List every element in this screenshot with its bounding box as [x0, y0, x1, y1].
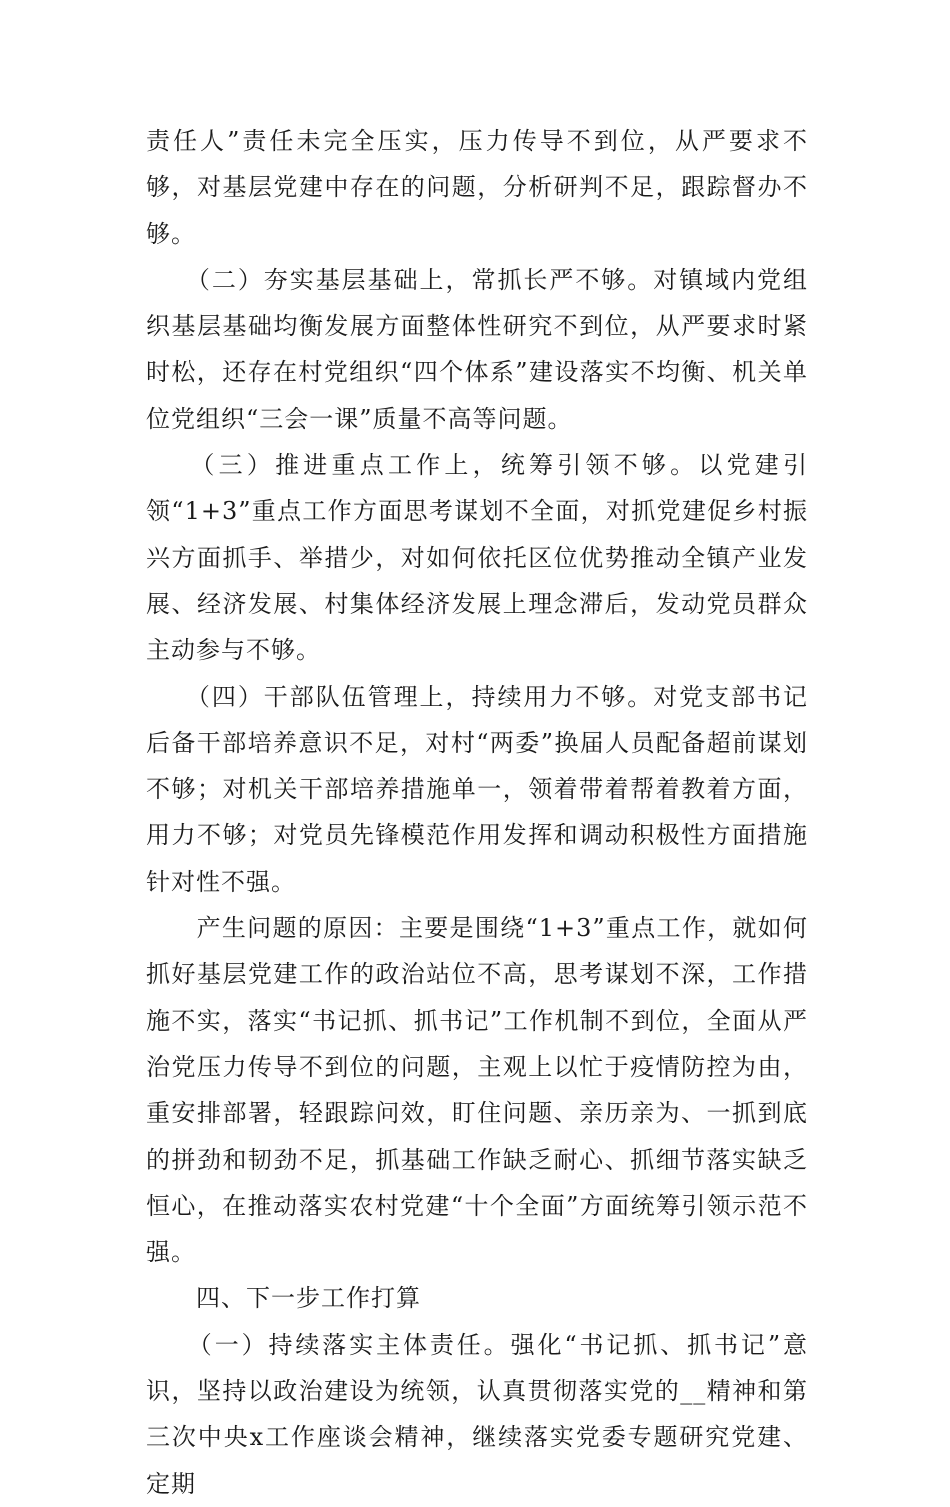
paragraph-responsibility-continued: 责任人”责任未完全压实，压力传导不到位，从严要求不够，对基层党建中存在的问题，分析研判不足，跟踪督办不够。	[146, 127, 808, 248]
paragraph-causes: 产生问题的原因：主要是围绕“1+3”重点工作，就如何抓好基层党建工作的政治站位不高，思考谋划不深，工作措施不实，落实“书记抓、抓书记”工作机制不到位，全面从严治党压力传导不到位的问题，主观上以忙于疫情防控为由，重安排部署，轻跟踪问效，盯住问题、亲历亲为、一抓到底的拼劲和韧劲不足，抓基础工作缺乏耐心、抓细节落实缺乏恒心，在推动落实农村党建“十个全面”方面统筹引领示范不强。	[146, 914, 808, 1267]
section-heading-next-steps: 四、下一步工作打算	[146, 1284, 421, 1313]
document-body	[146, 118, 808, 1507]
paragraph-grassroots-foundation: （二）夯实基层基础上，常抓长严不够。对镇域内党组织基层基础均衡发展方面整体性研究不到位，从严要求时紧时松，还存在村党组织“四个体系”建设落实不均衡、机关单位党组织“三会一课”质量不高等问题。	[146, 265, 808, 433]
paragraph-key-work: （三）推进重点工作上，统筹引领不够。以党建引领“1+3”重点工作方面思考谋划不全面，对抓党建促乡村振兴方面抓手、举措少，对如何依托区位优势推动全镇产业发展、经济发展、村集体经济发展上理念滞后，发动党员群众主动参与不够。	[146, 451, 808, 665]
paragraph-main-responsibility: （一）持续落实主体责任。强化“书记抓、抓书记”意识，坚持以政治建设为统领，认真贯彻落实党的__精神和第三次中央x工作座谈会精神，继续落实党委专题研究党建、定期	[146, 1330, 808, 1498]
paragraph-cadre-management: （四）干部队伍管理上，持续用力不够。对党支部书记后备干部培养意识不足，对村“两委”换届人员配备超前谋划不够；对机关干部培养措施单一，领着带着帮着教着方面，用力不够；对党员先锋模范作用发挥和调动积极性方面措施针对性不强。	[146, 682, 808, 896]
